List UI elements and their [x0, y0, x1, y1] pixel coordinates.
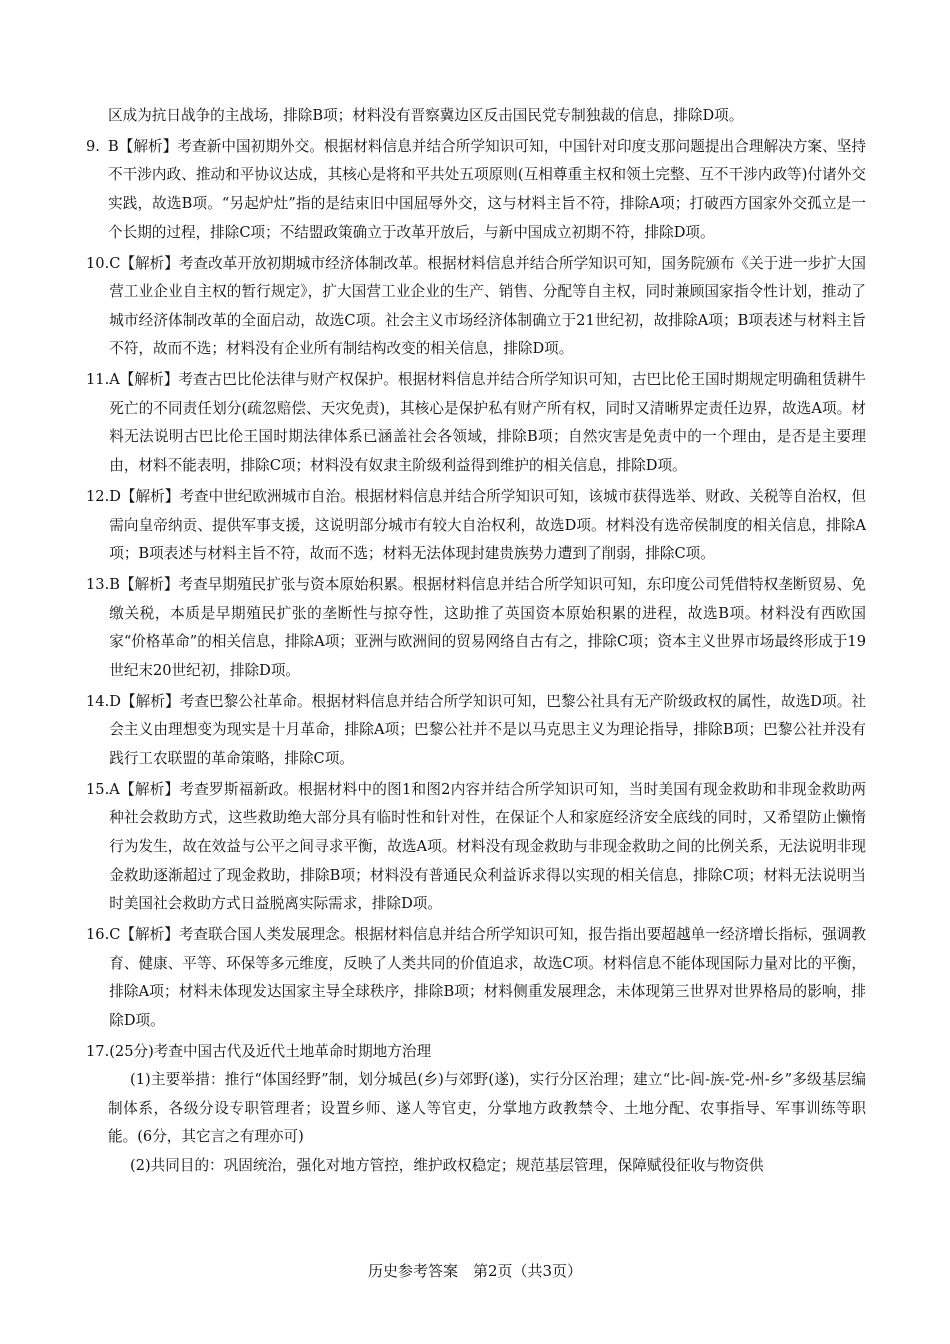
- item-answer: C: [109, 254, 121, 272]
- answer-item-12: [86, 483, 866, 569]
- analysis-tag: 【解析】: [120, 254, 179, 272]
- item-answer: D: [109, 487, 121, 505]
- answer-item-15: [86, 776, 866, 919]
- answer-item-16: [86, 921, 866, 1035]
- item-analysis: 考查新中国初期外交。根据材料信息并结合所学知识可知，中国针对印度支那问题提出合理解决方案、坚持不干涉内政、推动和平协议达成，其核心是将和平共处五项原则(互相尊重主权和领土完整、互不干涉内政等)付诸外交实践，故选B项。“另起炉灶”指的是结束旧中国屈辱外交，这与材料主旨不符，排除A项；打破西方国家外交孤立是一个长期的过程，排除C项；不结盟政策确立于改革开放后，与新中国成立初期不符，排除D项。: [108, 137, 866, 241]
- analysis-tag: 【解析】: [119, 780, 180, 798]
- item-17-part-1: (1)主要举措：推行“体国经野”制，划分城邑(乡)与郊野(遂)，实行分区治理；建立“比-闾-族-党-州-乡”多级基层编制体系，各级分设专职管理者；设置乡师、遂人等官吏，分掌地方政教禁令、土地分配、农事指导、军事训练等职能。(6分，其它言之有理亦可): [108, 1071, 866, 1146]
- answer-item-13: [86, 571, 866, 685]
- item-answer: D: [109, 692, 121, 710]
- item-answer: A: [109, 371, 120, 389]
- item-number: 13.: [86, 575, 110, 593]
- item-number: 16.: [86, 926, 110, 943]
- item-17-heading: (25分)考查中国古代及近代土地革命时期地方治理: [109, 1042, 432, 1060]
- item-analysis: 考查古巴比伦法律与财产权保护。根据材料信息并结合所学知识可知，古巴比伦王国时期规定明确租赁耕牛死亡的不同责任划分(疏忽赔偿、天灾免责)，其核心是保护私有财产所有权，同时又清晰界定责任边界，故选A项。材料无法说明古巴比伦王国时期法律体系已涵盖社会各领域，排除B项；自然灾害是免责中的一个理由，是否是主要理由，材料不能表明，排除C项；材料没有奴隶主阶级利益得到维护的相关信息，排除D项。: [109, 371, 866, 475]
- item-number: 17.: [86, 1042, 110, 1060]
- continuation-text: 区成为抗日战争的主战场，排除B项；材料没有晋察冀边区反击国民党专制独裁的信息，排除D项。: [108, 107, 744, 124]
- item-number: 12.: [86, 487, 110, 505]
- item-answer: B: [108, 137, 119, 155]
- item-answer: A: [109, 780, 120, 798]
- answer-item-17: [86, 1038, 866, 1067]
- answer-item-11: [86, 366, 866, 480]
- item-answer: B: [109, 575, 120, 593]
- item-number: 14.: [86, 692, 110, 710]
- item-number: 9.: [86, 137, 100, 155]
- analysis-tag: 【解析】: [119, 575, 179, 593]
- analysis-tag: 【解析】: [120, 926, 179, 943]
- item-analysis: 考查中世纪欧洲城市自治。根据材料信息并结合所学知识可知，该城市获得选举、财政、关税等自治权，但需向皇帝纳贡、提供军事支援，这说明部分城市有较大自治权利，故选D项。材料没有选帝侯制度的相关信息，排除A项；B项表述与材料主旨不符，故而不选；材料无法体现封建贵族势力遭到了削弱，排除C项。: [109, 487, 866, 563]
- item-analysis: 考查改革开放初期城市经济体制改革。根据材料信息并结合所学知识可知，国务院颁布《关于进一步扩大国营工业企业自主权的暂行规定》，扩大国营工业企业的生产、销售、分配等自主权，同时兼顾国家指令性计划，推动了城市经济体制改革的全面启动，故选C项。社会主义市场经济体制确立于21世纪初，故排除A项；B项表述与材料主旨不符，故而不选；材料没有企业所有制结构改变的相关信息，排除D项。: [109, 254, 866, 358]
- analysis-tag: 【解析】: [118, 137, 178, 155]
- page-footer: 历史参考答案 第2页（共3页）: [367, 1262, 583, 1280]
- answer-item-10: [86, 250, 866, 364]
- analysis-tag: 【解析】: [120, 692, 180, 710]
- item-analysis: 考查罗斯福新政。根据材料中的图1和图2内容并结合所学知识可知，当时美国有现金救助和非现金救助两种社会救助方式，这些救助绝大部分具有临时性和针对性，在保证个人和家庭经济安全底线的同时，又希望防止懒惰行为发生，故在效益与公平之间寻求平衡，故选A项。材料没有现金救助与非现金救助之间的比例关系，无法说明非现金救助逐渐超过了现金救助，排除B项；材料没有普通民众利益诉求得以实现的相关信息，排除C项；材料无法说明当时美国社会救助方式日益脱离实际需求，排除D项。: [109, 780, 866, 913]
- item-analysis: 考查早期殖民扩张与资本原始积累。根据材料信息并结合所学知识可知，东印度公司凭借特权垄断贸易、免缴关税，本质是早期殖民扩张的垄断性与掠夺性，这助推了英国资本原始积累的进程，故选B项。材料没有西欧国家“价格革命”的相关信息，排除A项；亚洲与欧洲间的贸易网络自古有之，排除C项；资本主义世界市场最终形成于19世纪末20世纪初，排除D项。: [109, 575, 866, 679]
- item-answer: C: [109, 926, 121, 943]
- answer-item-14: [86, 688, 866, 774]
- item-analysis: 考查联合国人类发展理念。根据材料信息并结合所学知识可知，报告指出要超越单一经济增长指标，强调教育、健康、平等、环保等多元维度，反映了人类共同的价值追求，故选C项。材料信息不能体现国际力量对比的平衡，排除A项；材料未体现发达国家主导全球秩序，排除B项；材料侧重发展理念，未体现第三世界对世界格局的影响，排除D项。: [109, 926, 866, 1029]
- item-number: 10.: [86, 254, 110, 272]
- item-number: 15.: [86, 780, 110, 798]
- item-number: 11.: [86, 371, 110, 389]
- analysis-tag: 【解析】: [120, 487, 180, 505]
- item-17-part-2: (2)共同目的：巩固统治，强化对地方管控，维护政权稳定；规范基层管理，保障赋役征收与物资供: [130, 1157, 764, 1175]
- answer-content: [86, 102, 866, 1181]
- answer-item-9: [86, 133, 866, 247]
- item-analysis: 考查巴黎公社革命。根据材料信息并结合所学知识可知，巴黎公社具有无产阶级政权的属性，故选D项。社会主义由理想变为现实是十月革命，排除A项；巴黎公社并不是以马克思主义为理论指导，排除B项；巴黎公社并没有践行工农联盟的革命策略，排除C项。: [109, 692, 866, 767]
- analysis-tag: 【解析】: [119, 371, 179, 389]
